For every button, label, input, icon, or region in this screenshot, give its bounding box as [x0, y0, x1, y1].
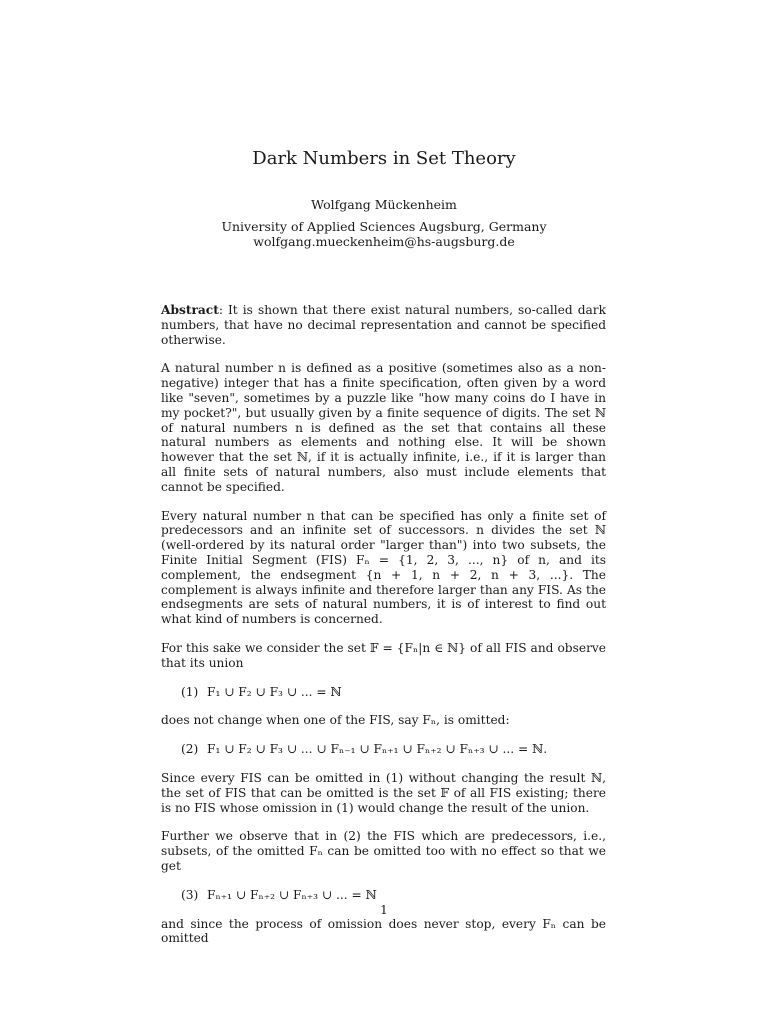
paper-body	[161, 303, 606, 960]
equation-expression: F₁ ∪ F₂ ∪ F₃ ∪ ... = ℕ	[207, 684, 342, 699]
paragraph-union: For this sake we consider the set 𝔽 = {Fₙ|n ∈ ℕ} of all FIS and observe that its union	[161, 640, 606, 670]
equation-expression: Fₙ₊₁ ∪ Fₙ₊₂ ∪ Fₙ₊₃ ∪ ... = ℕ	[207, 887, 377, 902]
equation-2	[161, 742, 606, 757]
equation-number: (1)	[181, 684, 199, 699]
paper-title: Dark Numbers in Set Theory	[252, 148, 516, 169]
abstract-text: : It is shown that there exist natural numbers, so-called dark numbers, that have no decimal representation and cannot be specified otherwise.	[161, 303, 606, 347]
paragraph-final: and since the process of omission does never stop, every Fₙ can be omitted	[161, 916, 606, 946]
paragraph-omit: does not change when one of the FIS, say Fₙ, is omitted:	[161, 713, 510, 728]
abstract	[161, 303, 606, 347]
equation-1	[161, 685, 606, 700]
equation-expression: F₁ ∪ F₂ ∪ F₃ ∪ ... ∪ Fₙ₋₁ ∪ Fₙ₊₁ ∪ Fₙ₊₂ ∪ Fₙ₊₃ ∪ ... = ℕ.	[207, 742, 548, 757]
page-number: 1	[380, 903, 388, 917]
abstract-label: Abstract	[161, 303, 219, 317]
author-affiliation: University of Applied Sciences Augsburg, Germany	[221, 219, 547, 234]
author-email: wolfgang.mueckenheim@hs-augsburg.de	[253, 234, 515, 249]
equation-number: (2)	[181, 742, 199, 757]
paragraph-further: Further we observe that in (2) the FIS which are predecessors, i.e., subsets, of the omitted Fₙ can be omitted too with no effect so that we get	[161, 829, 606, 873]
paragraph-definition: A natural number n is defined as a positive (sometimes also as a non-negative) integer that has a finite specification, often given by a word like "seven", sometimes by a puzzle like "how many coins do I have in my pocket?", but usually given by a finite sequence of digits. The set ℕ of natural numbers n is defined as the set that contains all these natural numbers as elements and nothing else. It will be shown however that the set ℕ, if it is actually infinite, i.e., if it is larger than all finite sets of natural numbers, also must include elements that cannot be specified.	[161, 361, 606, 494]
paragraph-since: Since every FIS can be omitted in (1) without changing the result ℕ, the set of FIS that can be omitted is the set 𝔽 of all FIS existing; there is no FIS whose omission in (1) would change the result of the union.	[161, 770, 606, 815]
equation-number: (3)	[181, 887, 199, 902]
equation-3	[161, 888, 606, 903]
author-name: Wolfgang Mückenheim	[311, 197, 457, 212]
paragraph-fis: Every natural number n that can be specified has only a finite set of predecessors and an infinite set of successors. n divides the set ℕ (well-ordered by its natural order "larger than") into two subsets, the Finite Initial Segment (FIS) Fₙ = {1, 2, 3, ..., n} of n, and its complement, the endsegment {n + 1, n + 2, n + 3, ...}. The complement is always infinite and therefore larger than any FIS. As the endsegments are sets of natural numbers, it is of interest to find out what kind of numbers is concerned.	[161, 508, 606, 627]
